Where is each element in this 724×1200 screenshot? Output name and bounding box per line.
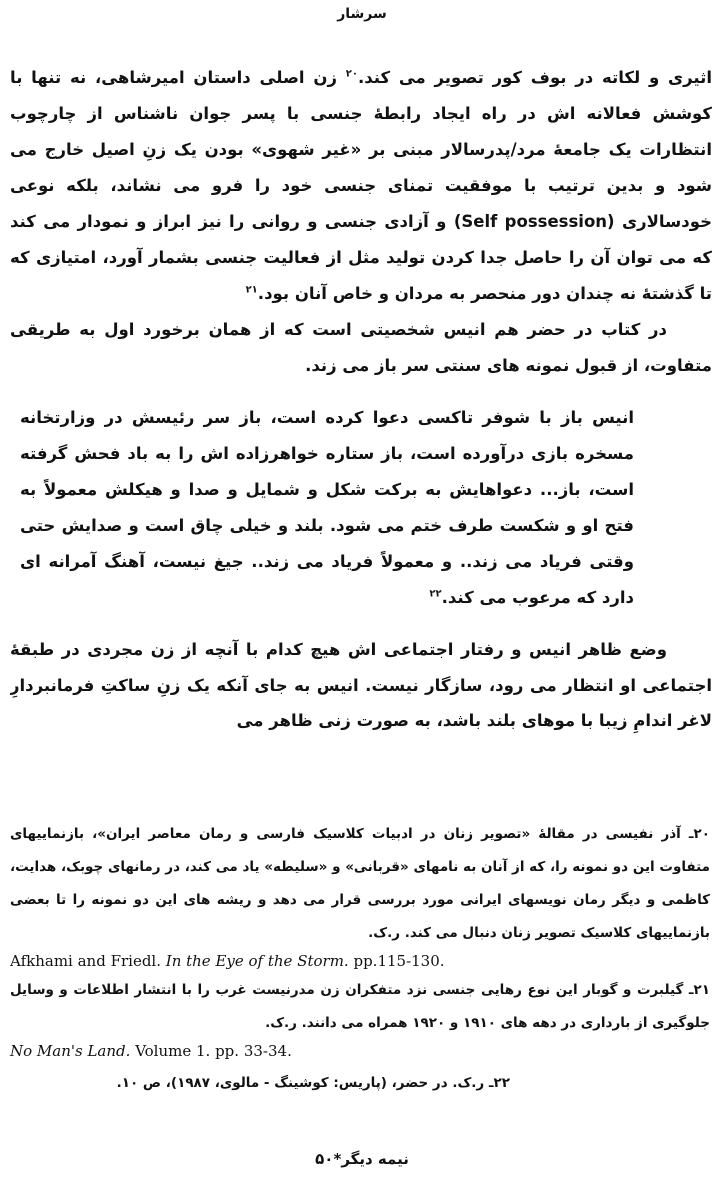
- paragraph-1: [10, 60, 712, 312]
- citation-author: Afkhami and Friedl.: [10, 952, 166, 971]
- running-head: سرشار: [337, 6, 387, 22]
- paragraph-2: در کتاب در حضر هم انیس شخصیتی است که از همان برخورد اول به طریقی متفاوت، از قبول نمونه های سنتی سر باز می زند.: [10, 319, 712, 375]
- paragraph-3: وضع ظاهر انیس و رفتار اجتماعی اش هیچ کدام با آنچه از زن مجردی در طبقهٔ اجتماعی او انتظار می رود، سازگار نیست. انیس به جای آنکه یک زنِ ساکتِ فرمانبردارِ لاغر اندامِ زیبا با موهای بلند باشد، به صورت زنی ظاهر می: [10, 639, 712, 731]
- citation-title: No Man's Land.: [10, 1041, 131, 1060]
- footnote-21-citation: [10, 1040, 710, 1063]
- footnote-20: [10, 818, 710, 974]
- footnote-22: [10, 1067, 710, 1100]
- footnote-22-text: ۲۲ـ ر.ک. در حضر، (پاریس: کوشینگ - مالوی، ۱۹۸۷)، ص ۱۰.: [116, 1074, 510, 1091]
- footnotes-block: [10, 818, 710, 1100]
- citation-rest: Volume 1. pp. 33-34.: [130, 1041, 292, 1060]
- footnote-20-text: ۲۰ـ آذر نفیسی در مقالهٔ «تصویر زنان در ادبیات کلاسیک فارسی و رمان معاصر ایران»، بازنماییهای متفاوت این دو نمونه را، که از آنان به نامهای «قربانی» و «سلیطه» یاد می کند، در رمانهای چوبک، هدایت، کاظمی و دیگر رمان نویسهای ایرانی مورد بررسی قرار می دهد و ریشه های این دو نمونه را تا بعضی بازنماییهای کلاسیک تصویر زنان دنبال می کند. ر.ک.: [10, 826, 710, 942]
- book-quote-text: انیس باز با شوفر تاکسی دعوا کرده است، باز سر رئیسش در وزارتخانه مسخره بازی درآورده است، باز ستاره خواهرزاده اش را به باد فحش گرفته است، باز... دعواهایش به برکت شکل و شمایل و صدا و هیکلش معمولاً به فتح او و شکست طرف ختم می شود. بلند و خیلی چاق است و صدایش حتی وقتی فریاد می زند.. و معمولاً فریاد می زند.. جیغ نیست، آهنگ آمرانه ای دارد که مرعوب می کند.: [20, 407, 634, 607]
- page-footer: نیمه دیگر*۵۰: [315, 1150, 409, 1168]
- citation-pages: pp.115-130.: [348, 952, 445, 971]
- paragraph-1-text-a: اثیری و لکاته در بوف کور تصویر می کند.: [357, 68, 712, 87]
- footnote-ref-20: ۲۰: [345, 68, 358, 80]
- footnote-21-text: ۲۱ـ گیلبرت و گوبار این نوع رهایی جنسی نزد متفکران زن مدرنیست غرب را با انتشار اطلاعات و وسایل جلوگیری از بارداری در دهه های ۱۹۱۰ و ۱۹۲۰ همراه می دانند. ر.ک.: [10, 981, 710, 1031]
- footnote-21: [10, 974, 710, 1063]
- paragraph-1-text-b: زن اصلی داستان امیرشاهی، نه تنها با کوشش فعالانه اش در راه ایجاد رابطهٔ جنسی با پسر جوان ناشناس از چارچوب انتظارات یک جامعهٔ مرد/پدرسالار مبنی بر «غیر شهوی» بودن یک زنِ اصیل خارج می شود و بدین ترتیب با موفقیت تمنای جنسی خود را فرو می نشاند، بلکه نوعی خودسالاری (Self possession) و آزادی جنسی و روانی را نیز ابراز و نمودار می کند که می توان آن را حاصل جدا کردن تولید مثل از فعالیت جنسی بشمار آورد، امتیازی که تا گذشتهٔ نه چندان دور منحصر به مردان و خاص آنان بود.: [10, 68, 712, 303]
- citation-title: In the Eye of the Storm.: [165, 952, 349, 971]
- book-quote: [20, 400, 634, 616]
- footnote-ref-21: ۲۱: [245, 284, 258, 296]
- footnote-ref-22: ۲۲: [429, 588, 442, 600]
- main-text-block: [10, 60, 712, 812]
- footnote-20-citation: [10, 950, 710, 973]
